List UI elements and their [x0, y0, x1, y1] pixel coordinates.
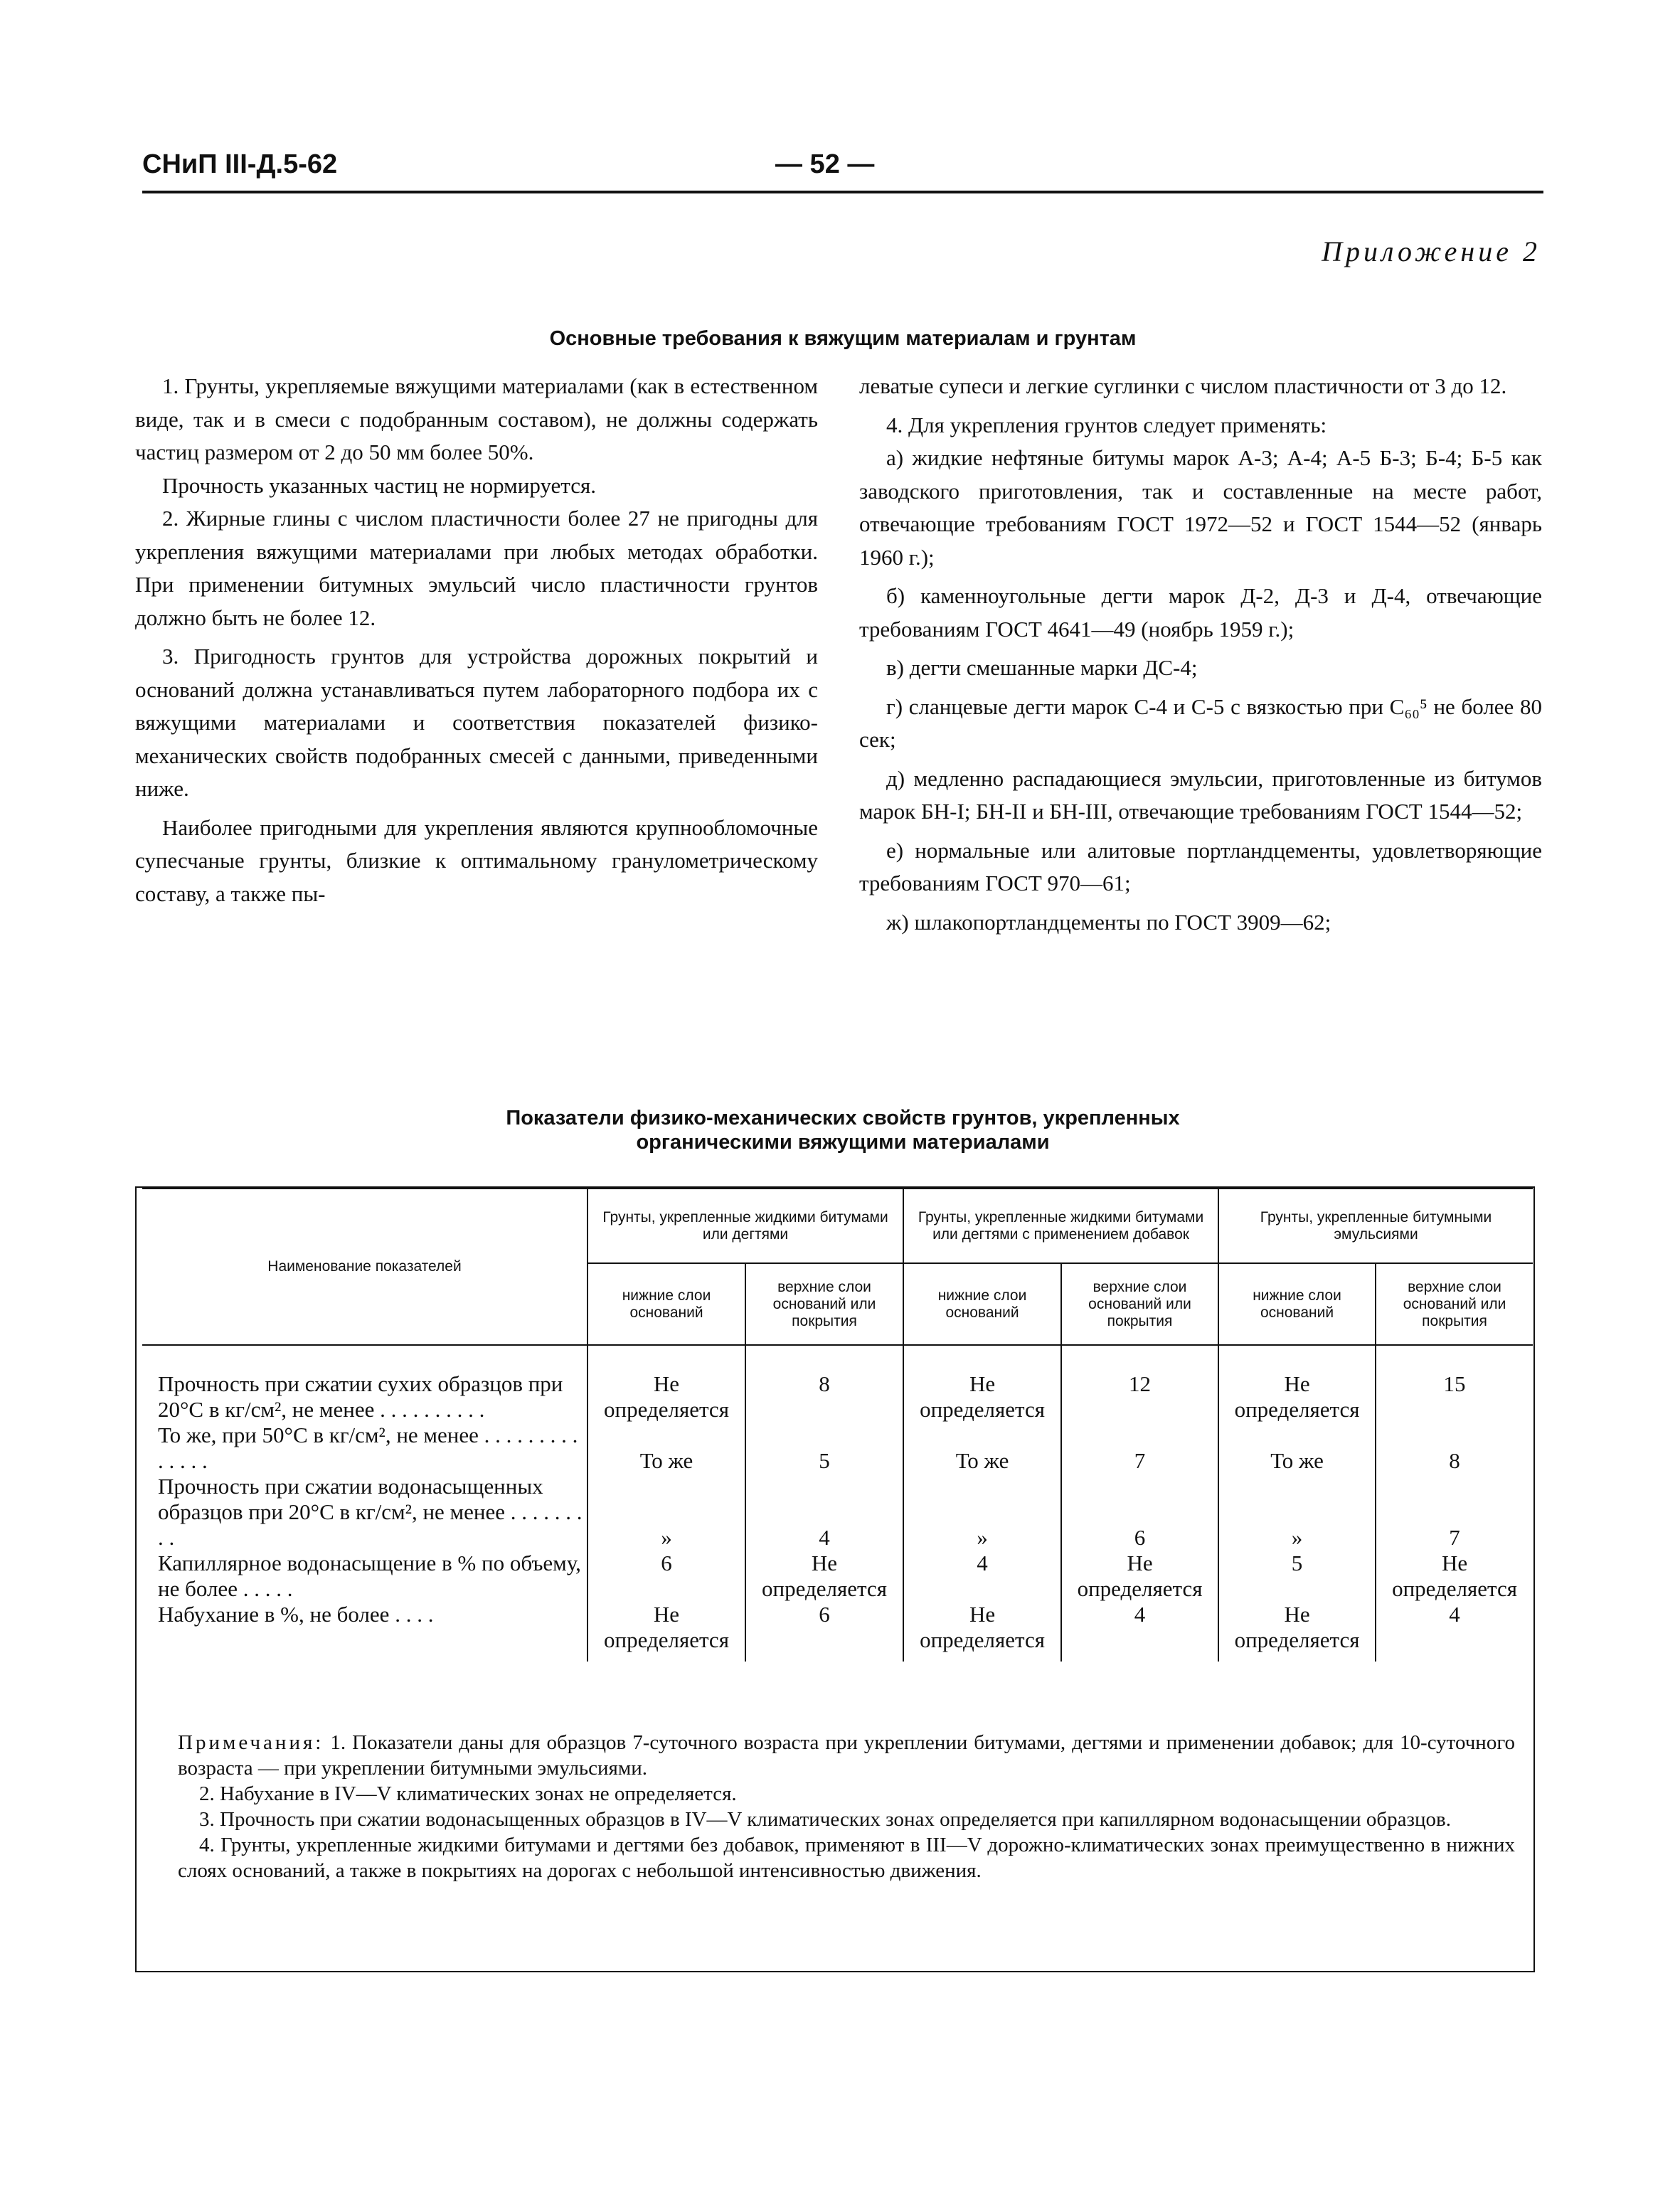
table-cell: 8: [745, 1345, 903, 1423]
table-cell: Не определяется: [1061, 1551, 1218, 1602]
list-item: б) каменноугольные дегти марок Д-2, Д-3 и Д-4, отвечающие требованиям ГОСТ 4641—49 (ноябрь 1959 г.);: [859, 583, 1542, 642]
row-label: Набухание в %, не более . . . .: [158, 1602, 434, 1627]
table-cell: 5: [1218, 1551, 1376, 1602]
row-label: Прочность при сжатии водонасыщенных образцов при 20°С в кг/см², не менее . . . . . . . . .: [158, 1474, 583, 1550]
table-title-line: Показатели физико-механических свойств грунтов, укрепленных: [506, 1107, 1180, 1129]
table-cell: »: [588, 1474, 745, 1551]
table-cell: Не определяется: [1376, 1551, 1533, 1602]
table-row: [142, 1474, 1533, 1551]
table-row: [142, 1423, 1533, 1474]
table-row: [142, 1602, 1533, 1662]
list-item: д) медленно распадающиеся эмульсии, приготовленные из битумов марок БН-I; БН-II и БН-III, отвечающие требованиям ГОСТ 1544—52;: [859, 765, 1542, 824]
column-header-lower: нижние слои оснований: [588, 1263, 745, 1345]
left-column: [135, 370, 818, 910]
table-cell: 4: [1376, 1602, 1533, 1662]
table-cell: Не определяется: [1218, 1345, 1376, 1423]
table-cell: 6: [745, 1602, 903, 1662]
note-item: 1. Показатели даны для образцов 7-суточного возраста при укреплении битумами, дегтями и применении добавок; для 10-суточного возраста — при укреплении битумными эмульсиями.: [178, 1731, 1515, 1780]
paragraph: Наиболее пригодными для укрепления являются крупнообломочные супесчаные грунты, близкие к оптимальному гранулометрическому составу, а также пы-: [135, 814, 818, 906]
page-number: — 52 —: [775, 149, 875, 179]
column-group-header: Грунты, укрепленные жидкими битумами или дегтями: [588, 1189, 903, 1263]
notes-label: Примечания:: [178, 1731, 324, 1754]
column-header-upper: верхние слои оснований или покрытия: [745, 1263, 903, 1345]
properties-table: [142, 1188, 1533, 1662]
column-header-upper: верхние слои оснований или покрытия: [1061, 1263, 1218, 1345]
note-item: 2. Набухание в IV—V климатических зонах не определяется.: [199, 1782, 737, 1805]
column-group-header: Грунты, укрепленные битумными эмульсиями: [1218, 1189, 1533, 1263]
paragraph: леватые супеси и легкие суглинки с числом пластичности от 3 до 12.: [859, 373, 1507, 398]
paragraph: 1. Грунты, укрепляемые вяжущими материалами (как в естественном виде, так и в смеси с подобранным составом), не должны содержать частиц размером от 2 до 50 мм более 50%.: [135, 373, 818, 464]
table-cell: Не определяется: [1218, 1602, 1376, 1662]
table-title-line: органическими вяжущими материалами: [636, 1131, 1050, 1154]
table-cell: Не определяется: [903, 1602, 1061, 1662]
note-item: 3. Прочность при сжатии водонасыщенных образцов в IV—V климатических зонах определяется при капиллярном водонасыщении образцов.: [199, 1808, 1451, 1831]
table-row: [142, 1345, 1533, 1423]
document-code: СНиП III-Д.5-62: [142, 149, 338, 179]
list-item: в) дегти смешанные марки ДС-4;: [886, 655, 1198, 680]
column-header-upper: верхние слои оснований или покрытия: [1376, 1263, 1533, 1345]
table-cell: То же: [903, 1423, 1061, 1474]
list-item: ж) шлакопортландцементы по ГОСТ 3909—62;: [886, 909, 1331, 935]
table-notes: [178, 1730, 1515, 1883]
table-cell: 4: [903, 1551, 1061, 1602]
row-label: То же, при 50°С в кг/см², не менее . . . . . . . . . . . . . .: [158, 1423, 578, 1473]
table-cell: То же: [588, 1423, 745, 1474]
table-cell: 6: [1061, 1474, 1218, 1551]
section-title: Основные требования к вяжущим материалам и грунтам: [549, 327, 1137, 350]
table-cell: 15: [1376, 1345, 1533, 1423]
paragraph: 4. Для укрепления грунтов следует применять:: [886, 412, 1327, 437]
column-header-lower: нижние слои оснований: [903, 1263, 1061, 1345]
table-cell: »: [903, 1474, 1061, 1551]
list-item: г) сланцевые дегти марок С-4 и С-5 с вязкостью при C₆₀⁵ не более 80 сек;: [859, 693, 1542, 752]
table-cell: 12: [1061, 1345, 1218, 1423]
table-cell: 8: [1376, 1423, 1533, 1474]
column-header-name: Наименование показателей: [142, 1189, 588, 1345]
row-label: Прочность при сжатии сухих образцов при 20°С в кг/см², не менее . . . . . . . . . .: [158, 1371, 563, 1422]
right-column: [859, 370, 1542, 939]
table-cell: 5: [745, 1423, 903, 1474]
paragraph: 3. Пригодность грунтов для устройства дорожных покрытий и оснований должна устанавливаться путем лабораторного подбора их с вяжущими материалами и соответствия показателей физико-механических свойств подобранных смесей с данными, приведенными ниже.: [135, 644, 818, 801]
table-cell: 6: [588, 1551, 745, 1602]
note-item: 4. Грунты, укрепленные жидкими битумами и дегтями без добавок, применяют в III—V дорожно-климатических зонах преимущественно в нижних слоях оснований, а также в покрытиях на дорогах с небольшой интенсивностью движения.: [178, 1834, 1515, 1882]
table-cell: »: [1218, 1474, 1376, 1551]
table-cell: Не определяется: [745, 1551, 903, 1602]
paragraph: 2. Жирные глины с числом пластичности более 27 не пригодны для укрепления вяжущими материалами при любых методах обработки. При применении битумных эмульсий число пластичности грунтов должно быть не более 12.: [135, 506, 818, 630]
list-item: е) нормальные или алитовые портландцементы, удовлетворяющие требованиям ГОСТ 970—61;: [859, 837, 1542, 895]
column-group-header: Грунты, укрепленные жидкими битумами или дегтями с применением добавок: [903, 1189, 1218, 1263]
header-rule: [142, 191, 1543, 193]
table-cell: Не определяется: [588, 1345, 745, 1423]
table-cell: Не определяется: [903, 1345, 1061, 1423]
table-title: [142, 1106, 1543, 1154]
row-label: Капиллярное водонасыщение в % по объему, не более . . . . .: [158, 1551, 581, 1601]
table-cell: То же: [1218, 1423, 1376, 1474]
table-cell: 4: [1061, 1602, 1218, 1662]
column-header-lower: нижние слои оснований: [1218, 1263, 1376, 1345]
table-cell: 7: [1061, 1423, 1218, 1474]
paragraph: Прочность указанных частиц не нормируется.: [162, 472, 596, 498]
table-cell: 4: [745, 1474, 903, 1551]
table-cell: Не определяется: [588, 1602, 745, 1662]
table-cell: 7: [1376, 1474, 1533, 1551]
table-row: [142, 1551, 1533, 1602]
list-item: а) жидкие нефтяные битумы марок А-3; А-4; А-5 Б-3; Б-4; Б-5 как заводского приготовления, так и составленные на месте работ, отвечающие требованиям ГОСТ 1972—52 и ГОСТ 1544—52 (январь 1960 г.);: [859, 445, 1542, 570]
appendix-label: Приложение 2: [1322, 235, 1541, 267]
